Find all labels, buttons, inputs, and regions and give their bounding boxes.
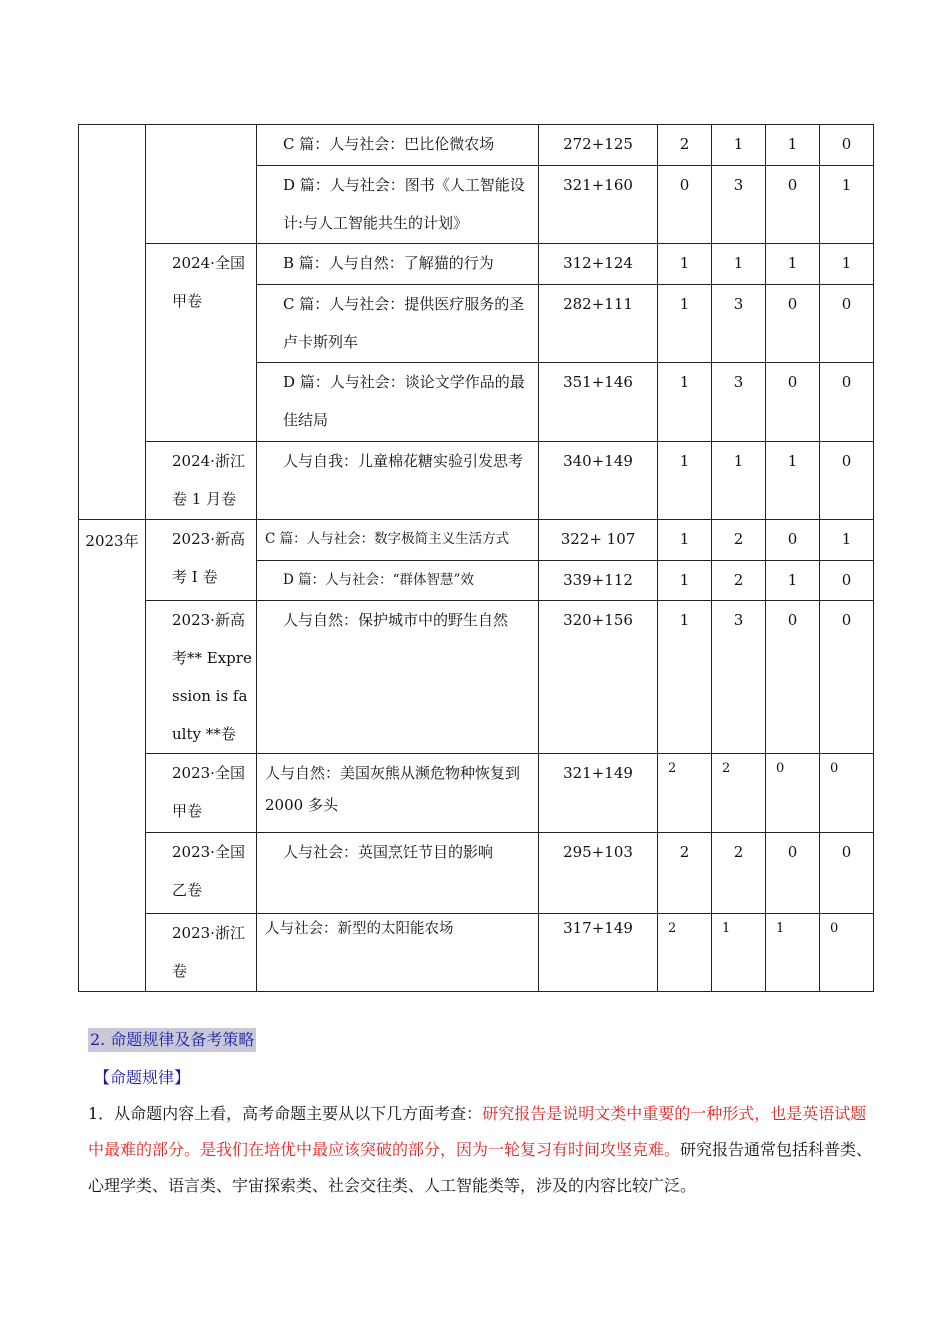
count-cell: 0	[766, 285, 820, 363]
word-count-cell: 295+103	[539, 833, 658, 914]
word-count-cell: 282+111	[539, 285, 658, 363]
word-count-cell: 339+112	[539, 561, 658, 601]
count-cell: 1	[658, 520, 712, 561]
count-cell: 1	[820, 244, 874, 285]
table-row	[79, 125, 874, 166]
count-cell: 0	[820, 561, 874, 601]
count-cell: 0	[766, 601, 820, 754]
count-cell: 1	[658, 601, 712, 754]
passage-cell: 人与自我：儿童棉花糖实验引发思考	[257, 442, 539, 520]
year-cell: 2023年	[79, 520, 146, 992]
word-count-cell: 322+ 107	[539, 520, 658, 561]
count-cell: 0	[820, 754, 874, 833]
count-cell: 0	[766, 166, 820, 244]
count-cell: 2	[658, 125, 712, 166]
exam-cell: 2023·全国乙卷	[146, 833, 257, 914]
year-cell-empty	[79, 125, 146, 520]
count-cell: 0	[820, 125, 874, 166]
count-cell: 1	[658, 363, 712, 442]
subsection-title: 【命题规律】	[94, 1068, 191, 1087]
count-cell: 1	[766, 561, 820, 601]
count-cell: 1	[766, 125, 820, 166]
count-cell: 0	[820, 442, 874, 520]
count-cell: 0	[658, 166, 712, 244]
word-count-cell: 320+156	[539, 601, 658, 754]
count-cell: 2	[712, 833, 766, 914]
count-cell: 2	[712, 754, 766, 833]
word-count-cell: 272+125	[539, 125, 658, 166]
count-cell: 1	[712, 914, 766, 992]
count-cell: 0	[766, 833, 820, 914]
table-row	[79, 442, 874, 520]
section-title: 2. 命题规律及备考策略	[88, 1028, 256, 1052]
count-cell: 0	[820, 833, 874, 914]
exam-cell: 2024·全国甲卷	[146, 244, 257, 442]
count-cell: 1	[766, 442, 820, 520]
body-paragraph	[88, 1096, 873, 1204]
count-cell: 2	[712, 520, 766, 561]
exam-cell: 2023·新高考 I 卷	[146, 520, 257, 601]
table-row	[79, 601, 874, 754]
word-count-cell: 317+149	[539, 914, 658, 992]
table-row	[79, 520, 874, 561]
count-cell: 0	[766, 363, 820, 442]
passage-cell: C 篇：人与社会：提供医疗服务的圣卢卡斯列车	[257, 285, 539, 363]
count-cell: 2	[658, 914, 712, 992]
passage-cell: C 篇：人与社会：巴比伦微农场	[257, 125, 539, 166]
word-count-cell: 312+124	[539, 244, 658, 285]
passage-cell: D 篇：人与社会：“群体智慧”效	[257, 561, 539, 601]
count-cell: 1	[658, 442, 712, 520]
table-row	[79, 914, 874, 992]
count-cell: 1	[766, 244, 820, 285]
passage-cell: 人与自然：保护城市中的野生自然	[257, 601, 539, 754]
count-cell: 0	[820, 363, 874, 442]
paragraph-lead: 1．从命题内容上看，高考命题主要从以下几方面考查：	[88, 1104, 483, 1123]
count-cell: 3	[712, 601, 766, 754]
count-cell: 1	[712, 244, 766, 285]
count-cell: 1	[658, 244, 712, 285]
table-row	[79, 754, 874, 833]
count-cell: 1	[820, 166, 874, 244]
table-row	[79, 833, 874, 914]
passage-cell: 人与自然：美国灰熊从濒危物种恢复到 2000 多头	[257, 754, 539, 833]
count-cell: 0	[766, 520, 820, 561]
word-count-cell: 321+149	[539, 754, 658, 833]
count-cell: 1	[658, 285, 712, 363]
word-count-cell: 321+160	[539, 166, 658, 244]
count-cell: 2	[658, 754, 712, 833]
count-cell: 3	[712, 363, 766, 442]
word-count-cell: 351+146	[539, 363, 658, 442]
count-cell: 1	[712, 442, 766, 520]
count-cell: 2	[712, 561, 766, 601]
count-cell: 1	[658, 561, 712, 601]
count-cell: 2	[658, 833, 712, 914]
passage-cell: D 篇：人与社会：谈论文学作品的最佳结局	[257, 363, 539, 442]
count-cell: 1	[766, 914, 820, 992]
exam-analysis-table	[78, 124, 874, 992]
passage-cell: 人与社会：英国烹饪节目的影响	[257, 833, 539, 914]
count-cell: 3	[712, 166, 766, 244]
count-cell: 0	[820, 601, 874, 754]
count-cell: 0	[820, 914, 874, 992]
count-cell: 1	[820, 520, 874, 561]
passage-cell: 人与社会：新型的太阳能农场	[257, 914, 539, 992]
exam-cell: 2024·浙江卷 1 月卷	[146, 442, 257, 520]
passage-cell: B 篇：人与自然：了解猫的行为	[257, 244, 539, 285]
exam-cell-empty	[146, 125, 257, 244]
passage-cell: C 篇：人与社会：数字极简主义生活方式	[257, 520, 539, 561]
count-cell: 0	[820, 285, 874, 363]
exam-cell: 2023·全国甲卷	[146, 754, 257, 833]
table-row	[79, 244, 874, 285]
count-cell: 0	[766, 754, 820, 833]
exam-cell: 2023·新高考** Expression is faulty **卷	[146, 601, 257, 754]
paragraph-highlight: 研究报告是说明文类中重要的一种形式，也是英语试题中最难的部分。是我们在培优中最应该突破的部分，因为一轮复习有时间攻坚克难。	[88, 1104, 867, 1159]
passage-cell: D 篇：人与社会：图书《人工智能设计:与人工智能共生的计划》	[257, 166, 539, 244]
count-cell: 1	[712, 125, 766, 166]
paragraph-tail: 研究报告通常包括科普类、心理学类、语言类、宇宙探索类、社会交往类、人工智能类等，涉及的内容比较广泛。	[88, 1140, 873, 1195]
count-cell: 3	[712, 285, 766, 363]
exam-cell: 2023·浙江卷	[146, 914, 257, 992]
word-count-cell: 340+149	[539, 442, 658, 520]
